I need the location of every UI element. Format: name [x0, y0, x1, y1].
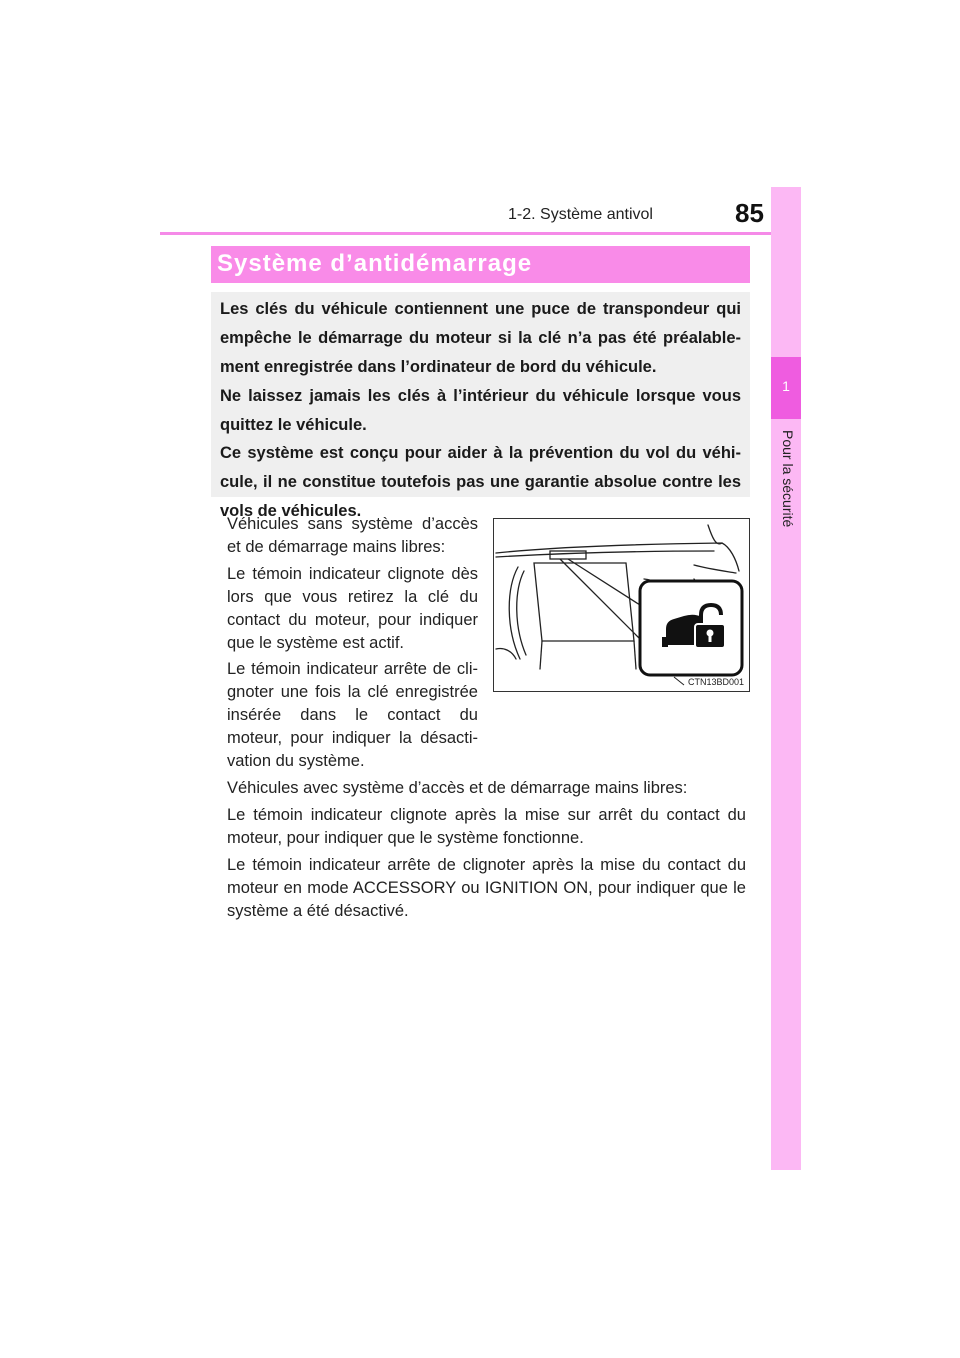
body-paragraph: Le témoin indicateur clignote dès lors que vous retirez la clé du contact du moteur, pour indiquer que le système est actif.	[227, 565, 478, 652]
intro-paragraph: Ce système est conçu pour aider à la prévention du vol du véhi-cule, il ne constitue toutefois pas une garantie absolue contre les vols de véhicules.	[220, 444, 741, 520]
body-paragraph: Le témoin indicateur clignote après la mise sur arrêt du contact du moteur, pour indiquer que le système fonctionne.	[227, 806, 746, 847]
chapter-label: Pour la sécurité	[780, 430, 796, 528]
running-header: 1-2. Système antivol	[508, 206, 653, 223]
with-smart-heading: Véhicules avec système d’accès et de démarrage mains libres:	[227, 779, 688, 797]
without-smart-heading: Véhicules sans système d’accès et de démarrage mains libres:	[227, 515, 478, 556]
intro-paragraph: Ne laissez jamais les clés à l’intérieur du véhicule lorsque vous quittez le véhicule.	[220, 387, 741, 434]
dashboard-illustration	[493, 518, 750, 692]
dashboard-drawing	[494, 519, 749, 691]
side-chapter-tab	[771, 187, 801, 1170]
intro-paragraph: Les clés du véhicule contiennent une puce de transpondeur qui empêche le démarrage du moteur si la clé n’a pas été préalable-ment enregistrée dans l’ordinateur de bord du véhicule.	[220, 300, 741, 376]
page-number: 85	[735, 198, 764, 228]
illustration-code: CTN13BD001	[687, 677, 744, 687]
section-title: Système d’antidémarrage	[217, 250, 533, 277]
header-rule	[160, 232, 800, 235]
body-paragraph: Le témoin indicateur arrête de clignoter après la mise du contact du moteur en mode ACCESSORY ou IGNITION ON, pour indiquer que le système a été désactivé.	[227, 856, 746, 920]
body-paragraph: Le témoin indicateur arrête de cli-gnoter une fois la clé enregistrée insérée dans le contact du moteur, pour indiquer la désacti-vation du système.	[227, 660, 478, 770]
intro-box	[211, 292, 750, 520]
chapter-number: 1	[782, 378, 790, 394]
